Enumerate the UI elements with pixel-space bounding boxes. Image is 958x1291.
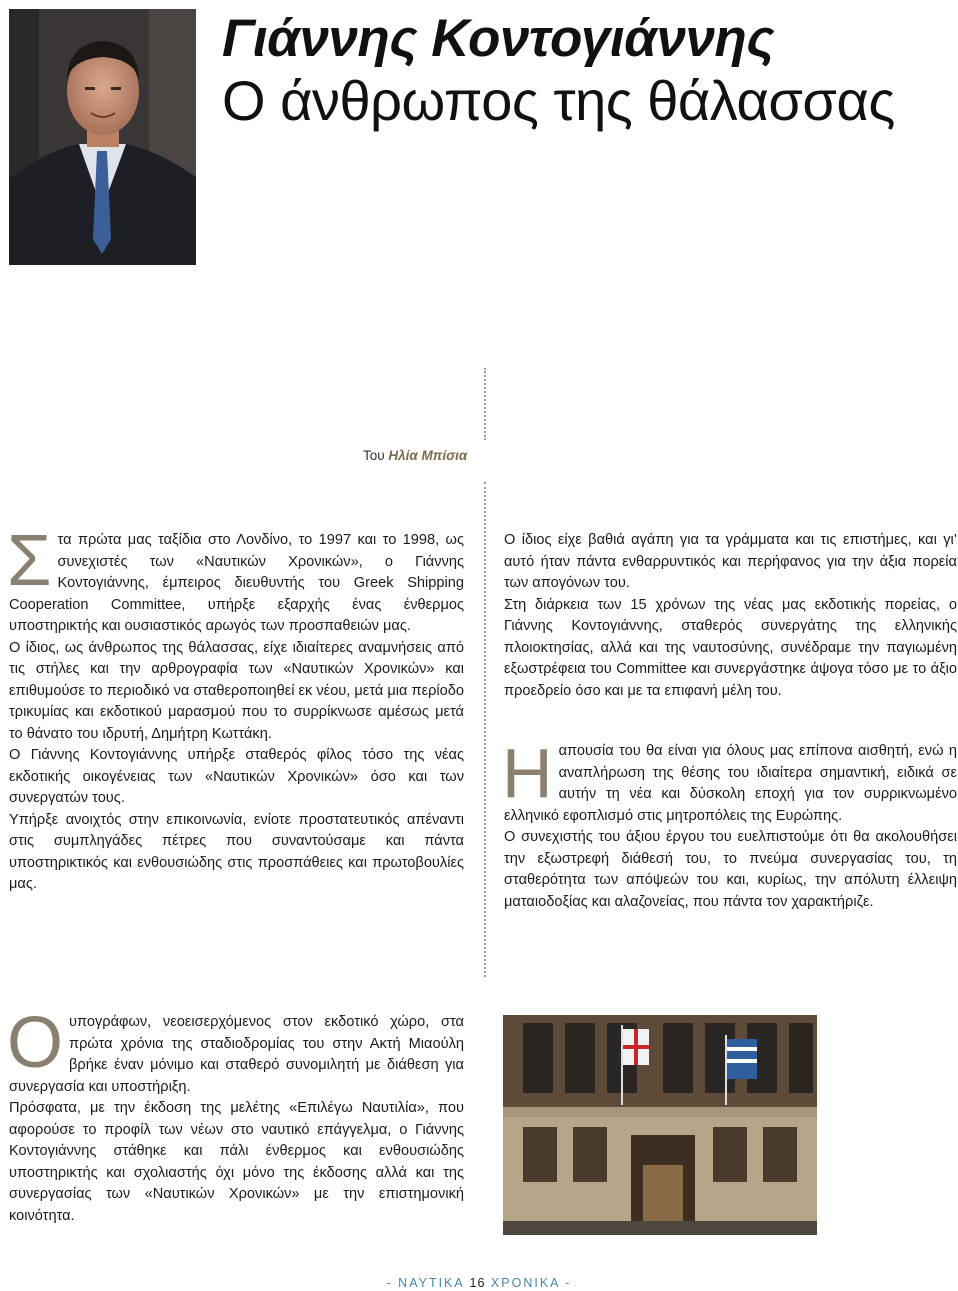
paragraph: Ουπογράφων, νεοεισερχόμενος στον εκδοτικό χώρο, στα πρώτα χρόνια της σταδιοδρομίας του στην Ακτή Μιαούλη βρήκε έναν μόνιμο και σταθερό συνομιλητή με διάθεση για συνεργασία και υποστήριξη. bbox=[7, 1003, 464, 1095]
paragraph: Ο ίδιος, ως άνθρωπος της θάλασσας, είχε ιδιαίτερες αναμνήσεις από τις στήλες και την αρθρογραφία των «Ναυτικών Χρονικών» και επιθυμούσε το περιοδικό να σταθεροποιηθεί εκ νέου, μετά μια περίοδο τρικυμίας και εκδοτικού μαρασμού που το συρρίκνωσε αμέσως μετά το θάνατο του ιδρυτή, Δημήτρη Κωττάκη. bbox=[9, 639, 464, 742]
drop-cap: Σ bbox=[7, 521, 52, 601]
footer-magazine-left: - ΝΑΥΤΙΚΑ bbox=[386, 1276, 465, 1290]
paragraph: Ο συνεχιστής του άξιου έργου του ευελπιστούμε ότι θα ακολουθήσει την εξωστρεφή διάθεσή του, το πνεύμα συνεργασίας του, τη σταθερότητα των απόψεών του και, κυρίως, την απόλυτη έλλειψη ματαιοδοξίας και αλαζονείας, που πάντα τον χαρακτήριζε. bbox=[504, 829, 957, 910]
page-footer bbox=[0, 1276, 958, 1290]
column-divider-top bbox=[484, 368, 486, 440]
column-divider bbox=[484, 482, 486, 977]
page-number: 16 bbox=[469, 1276, 486, 1290]
left-column-bottom bbox=[7, 1003, 464, 1227]
paragraph: Στα πρώτα μας ταξίδια στο Λονδίνο, το 1997 και το 1998, ως συνεχιστές των «Ναυτικών Χρονικών», ο Γιάννης Κοντογιάννης, έμπειρος διευθυντής του Greek Shipping Cooperation Committee, υπήρξε εξαρχής ένας ένθερμος υποστηρικτής και ουσιαστικός αρωγός των προσπαθειών μας. bbox=[7, 521, 464, 634]
right-column-bottom bbox=[502, 734, 957, 913]
article-subtitle: Ο άνθρωπος της θάλασσας bbox=[222, 69, 895, 132]
byline bbox=[363, 448, 467, 463]
paragraph: Πρόσφατα, με την έκδοση της μελέτης «Επιλέγω Ναυτιλία», που αφορούσε το προφίλ των νέων στο ναυτικό επάγγελμα, ο Γιάννης Κοντογιάννης στάθηκε και πάλι ένθερμος και ενθουσιώδης υποστηρικτής και σχολιαστής όχι μόνο της έκδοσης αλλά και της συνεργασίας των «Ναυτικών Χρονικών» με την επιστημονική κοινότητα. bbox=[9, 1100, 464, 1224]
drop-cap: Ο bbox=[7, 1003, 64, 1083]
right-column-top bbox=[504, 530, 957, 702]
paragraph: Ο Γιάννης Κοντογιάννης υπήρξε σταθερός φίλος τόσο της νέας εκδοτικής οικογένειας των «Ναυτικών Χρονικών» όσο και των συνεργατών τους. bbox=[9, 747, 464, 806]
paragraph: Ο ίδιος είχε βαθιά αγάπη για τα γράμματα και τις επιστήμες, και γι’ αυτό ήταν πάντα ενθαρρυντικός και περήφανος για την άξια πορεία των απογόνων του. bbox=[504, 532, 957, 591]
footer-magazine-right: ΧΡΟΝΙΚΑ - bbox=[490, 1276, 572, 1290]
drop-cap: Η bbox=[502, 734, 553, 812]
paragraph: Στη διάρκεια των 15 χρόνων της νέας μας εκδοτικής πορείας, ο Γιάννης Κοντογιάννης, σταθερός συνεργάτης της ελληνικής πλοιοκτησίας, αλλά και της ναυτοσύνης, συνέδραμε την παγιωμένη εξωστρέφεια του Committee και συνεργάστηκε άψογα τόσο με το άξιο προεδρείο όσο και με τα επιφανή μέλη του. bbox=[504, 596, 957, 699]
paragraph: Ηαπουσία του θα είναι για όλους μας επίπονα αισθητή, ενώ η αναπλήρωση της θέσης του ιδιαίτερα σημαντική, ειδικά σε αυτήν τη νέα και δύσκολη εποχή για τον συρρικνωμένο ελληνικό εφοπλισμό στις μητροπόλεις της Ευρώπης. bbox=[502, 734, 957, 824]
portrait-photo bbox=[9, 9, 196, 265]
article-title: Γιάννης Κοντογιάννης bbox=[222, 9, 775, 68]
paragraph: Υπήρξε ανοιχτός στην επικοινωνία, ενίοτε προστατευτικός απέναντι στις συμπληγάδες πέτρες που συναντούσαμε και πάντα υποστηρικτικός και ενθουσιώδης στις προσπάθειες και πρωτοβουλίες μας. bbox=[9, 811, 464, 892]
byline-author: Ηλία Μπίσια bbox=[388, 448, 468, 463]
building-photo bbox=[503, 1015, 817, 1235]
left-column-top bbox=[7, 521, 464, 896]
byline-prefix: Του bbox=[363, 448, 385, 463]
